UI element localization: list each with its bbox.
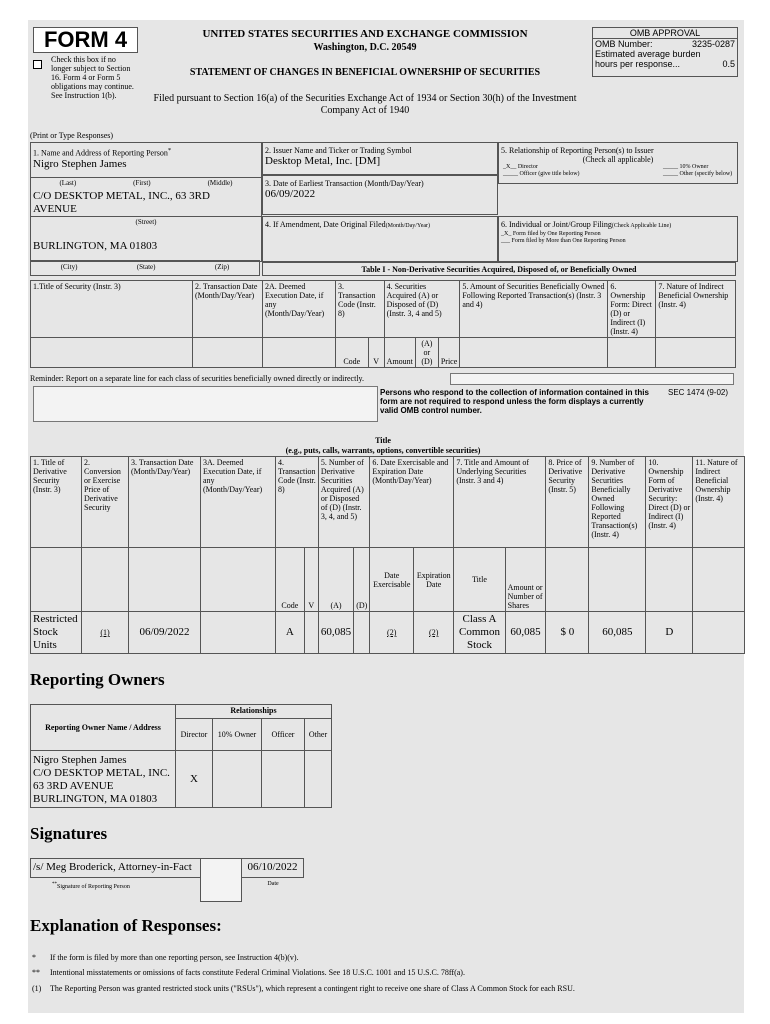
- city-label: (City): [60, 263, 78, 271]
- table-row: [31, 612, 745, 654]
- t1-v: V: [368, 338, 384, 368]
- last-label: (Last): [59, 178, 77, 187]
- box1-reporting-person: [30, 142, 262, 262]
- t1-aord: (A) or (D): [415, 338, 438, 368]
- t1-col1: 1.Title of Security (Instr. 3): [31, 281, 193, 338]
- footnote-1-link[interactable]: (1): [82, 612, 129, 654]
- other-check: _____ Other (specify below): [663, 171, 733, 177]
- first-label: (First): [133, 178, 151, 187]
- box6-filing: [498, 216, 738, 262]
- statement-title: STATEMENT OF CHANGES IN BENEFICIAL OWNERSHIP OF SECURITIES: [189, 67, 541, 78]
- t2-col10: 10. Ownership Form of Derivative Security: Direct (D) or Indirect (I) (Instr. 4): [646, 457, 693, 548]
- t2-row-code: A: [276, 612, 305, 654]
- relationships-header: Relationships: [176, 705, 332, 719]
- table1-title: Table I - Non-Derivative Securities Acquired, Disposed of, or Beneficially Owned: [262, 262, 736, 276]
- t1-col2a: 2A. Deemed Execution Date, if any (Month/Day/Year): [263, 281, 336, 338]
- t2-row-amount: 60,085: [505, 612, 546, 654]
- t2-row-security: Restricted Stock Units: [31, 612, 82, 654]
- table2-subtitle: (e.g., puts, calls, warrants, options, convertible securities): [285, 446, 481, 455]
- t1-col7: 7. Nature of Indirect Beneficial Ownership (Instr. 4): [656, 281, 736, 338]
- t2-row-a: 60,085: [318, 612, 353, 654]
- omb-approval-box: [592, 27, 738, 77]
- t2-col3a: 3A. Deemed Execution Date, if any (Month/Day/Year): [201, 457, 276, 548]
- t1-code: Code: [336, 338, 369, 368]
- owner-check: _____ 10% Owner: [663, 164, 709, 170]
- section16-checkbox[interactable]: [33, 56, 42, 74]
- omb-hours-value: 0.5: [722, 59, 735, 69]
- table2: [30, 456, 745, 654]
- director-check: _X__ Director: [503, 164, 538, 170]
- explanation-heading: Explanation of Responses:: [30, 916, 222, 935]
- t2-col1: 1. Title of Derivative Security (Instr. 3): [31, 457, 82, 548]
- t2-row-price: $ 0: [546, 612, 589, 654]
- persons-notice: Persons who respond to the collection of information contained in this form are not required to respond unless the form displays a currently valid OMB control number.: [380, 388, 649, 415]
- owner-name-col: Reporting Owner Name / Address: [31, 705, 176, 751]
- box4-amendment: [262, 216, 498, 262]
- t2-row-d: [354, 612, 370, 654]
- t2-col8: 8. Price of Derivative Security (Instr. 5): [546, 457, 589, 548]
- sec-code: SEC 1474 (9-02): [668, 388, 729, 397]
- issuer-name: Desktop Metal, Inc. [DM]: [265, 155, 381, 167]
- t2-date-exercisable: Date Exercisable: [370, 548, 414, 612]
- note-1-mark: *: [32, 953, 36, 962]
- t2-code: Code: [276, 548, 305, 612]
- t2-col7: 7. Title and Amount of Underlying Securities (Instr. 3 and 4): [454, 457, 546, 548]
- omb-burden-label: Estimated average burden: [595, 49, 701, 59]
- notice-box: [33, 386, 378, 422]
- t2-row-form: D: [646, 612, 693, 654]
- owner-addr3: BURLINGTON, MA 01803: [33, 793, 158, 805]
- t2-col9: 9. Number of Derivative Securities Beneficially Owned Following Reported Transaction(s) (Instr. 4): [589, 457, 646, 548]
- t2-v: V: [304, 548, 318, 612]
- t2-row-v: [304, 612, 318, 654]
- section16-checkbox-label: Check this box if no longer subject to Section 16. Form 4 or Form 5 obligations may continue. See Instruction 1(b).: [51, 55, 134, 100]
- t1-col3: 3. Transaction Code (Instr. 8): [336, 281, 385, 338]
- t2-a: (A): [318, 548, 353, 612]
- note-2-mark: **: [32, 968, 40, 977]
- one-person-check: _X_ Form filed by One Reporting Person: [501, 231, 601, 237]
- box5-sub: (Check all applicable): [582, 155, 654, 164]
- sig-star: **: [52, 882, 57, 887]
- omb-title: OMB APPROVAL: [593, 28, 737, 39]
- signature-box: [30, 858, 200, 878]
- omb-number-value: 3235-0287: [691, 39, 735, 49]
- signatures-heading: Signatures: [30, 824, 108, 843]
- note-3-mark: (1): [32, 984, 42, 993]
- zip-label: (Zip): [214, 263, 230, 271]
- box1-star: *: [167, 147, 172, 154]
- street-label: (Street): [31, 216, 261, 242]
- state-label: (State): [136, 263, 156, 271]
- t1-amount: Amount: [384, 338, 415, 368]
- note-2: Intentional misstatements or omissions of facts constitute Federal Criminal Violations. See 18 U.S.C. 1001 and 15 U.S.C. 78ff(a).: [50, 968, 465, 977]
- owner-addr2: 63 3RD AVENUE: [33, 780, 114, 792]
- t2-col4: 4. Transaction Code (Instr. 8): [276, 457, 319, 548]
- footnote-2-link-expiration[interactable]: (2): [414, 612, 454, 654]
- t1-col4: 4. Securities Acquired (A) or Disposed of (D) (Instr. 3, 4 and 5): [384, 281, 460, 338]
- t1-col5: 5. Amount of Securities Beneficially Owned Following Reported Transaction(s) (Instr. 3 and 4): [460, 281, 608, 338]
- signature-spacer-box: [200, 858, 242, 902]
- table-row: [31, 751, 332, 808]
- t2-col2: 2. Conversion or Exercise Price of Derivative Security: [82, 457, 129, 548]
- signature-label: Signature of Reporting Person: [57, 884, 130, 890]
- street-value: C/O DESKTOP METAL, INC., 63 3RD AVENUE: [33, 189, 210, 215]
- box4-label: 4. If Amendment, Date Original Filed: [265, 220, 386, 229]
- t2-row-title: Class A Common Stock: [454, 612, 505, 654]
- t2-row-date: 06/09/2022: [129, 612, 201, 654]
- owner-addr1: C/O DESKTOP METAL, INC.: [33, 767, 170, 779]
- t2-row-deemed: [201, 612, 276, 654]
- t2-col6: 6. Date Exercisable and Expiration Date (Month/Day/Year): [370, 457, 454, 548]
- box4-label-small: (Month/Day/Year): [385, 223, 431, 229]
- t2-row-owned: 60,085: [589, 612, 646, 654]
- officer-check: _____ Officer (give title below): [503, 171, 580, 177]
- city-value: BURLINGTON, MA 01803: [33, 239, 158, 252]
- t2-amount-shares: Amount or Number of Shares: [505, 548, 546, 612]
- owner-name: Nigro Stephen James: [33, 754, 127, 766]
- table2-title: Title: [375, 436, 391, 445]
- t2-row-nature: [693, 612, 745, 654]
- owner10-col: 10% Owner: [213, 719, 262, 751]
- note-3: The Reporting Person was granted restricted stock units ("RSUs"), which represent a contingent right to receive one share of Class A Common Stock for each RSU.: [50, 984, 575, 993]
- box5-relationship: [498, 142, 738, 184]
- t2-col3: 3. Transaction Date (Month/Day/Year): [129, 457, 201, 548]
- officer-col: Officer: [262, 719, 305, 751]
- director-col: Director: [176, 719, 213, 751]
- signature-date-label: Date: [267, 881, 279, 887]
- box2-label: 2. Issuer Name and Ticker or Trading Symbol: [265, 146, 412, 155]
- middle-label: (Middle): [207, 178, 233, 187]
- box6-label-small: (Check Applicable Line): [611, 223, 672, 229]
- t1-col2: 2. Transaction Date (Month/Day/Year): [193, 281, 263, 338]
- box5-label: 5. Relationship of Reporting Person(s) to Issuer: [501, 146, 654, 155]
- table1: [30, 280, 736, 368]
- signature-text: /s/ Meg Broderick, Attorney-in-Fact: [33, 861, 192, 873]
- box2-issuer: [262, 142, 498, 175]
- footnote-2-link-exercisable[interactable]: (2): [370, 612, 414, 654]
- omb-number-label: OMB Number:: [595, 39, 653, 49]
- reporting-owners-table: [30, 704, 332, 808]
- t1-price: Price: [438, 338, 460, 368]
- signature-date: 06/10/2022: [242, 858, 304, 878]
- note-1: If the form is filed by more than one reporting person, see Instruction 4(b)(v).: [50, 953, 299, 962]
- more-person-check: ___ Form filed by More than One Reporting Person: [501, 238, 626, 244]
- reporting-owners-heading: Reporting Owners: [30, 670, 165, 689]
- earliest-date: 06/09/2022: [265, 188, 316, 200]
- owner-director-mark: X: [176, 751, 213, 808]
- box3-label: 3. Date of Earliest Transaction (Month/Day/Year): [265, 179, 424, 188]
- t2-title: Title: [454, 548, 505, 612]
- filed-pursuant: Filed pursuant to Section 16(a) of the Securities Exchange Act of 1934 or Section 30(h) of the Investment Company Act of 1940: [153, 93, 577, 116]
- agency-city: Washington, D.C. 20549: [313, 42, 417, 53]
- other-col: Other: [305, 719, 332, 751]
- reporting-person-name: Nigro Stephen James: [33, 157, 127, 170]
- print-note: (Print or Type Responses): [30, 131, 114, 140]
- t2-col11: 11. Nature of Indirect Beneficial Ownership (Instr. 4): [693, 457, 745, 548]
- city-state-zip-labels: [30, 260, 260, 276]
- reminder-bar: [450, 373, 734, 385]
- t2-col5: 5. Number of Derivative Securities Acquired (A) or Disposed of (D) (Instr. 3, 4, and 5): [318, 457, 369, 548]
- box1-label: 1. Name and Address of Reporting Person: [33, 148, 168, 158]
- box6-label: 6. Individual or Joint/Group Filing: [501, 220, 612, 229]
- t2-expiration-date: Expiration Date: [414, 548, 454, 612]
- t1-col6: 6. Ownership Form: Direct (D) or Indirect (I) (Instr. 4): [608, 281, 656, 338]
- agency-name: UNITED STATES SECURITIES AND EXCHANGE COMMISSION: [202, 28, 528, 40]
- form-title: FORM 4: [33, 27, 138, 53]
- omb-hours-label: hours per response...: [595, 59, 681, 69]
- reminder-text: Reminder: Report on a separate line for each class of securities beneficially owned directly or indirectly.: [30, 374, 365, 383]
- t2-d: (D): [354, 548, 370, 612]
- box3-earliest-date: [262, 175, 498, 215]
